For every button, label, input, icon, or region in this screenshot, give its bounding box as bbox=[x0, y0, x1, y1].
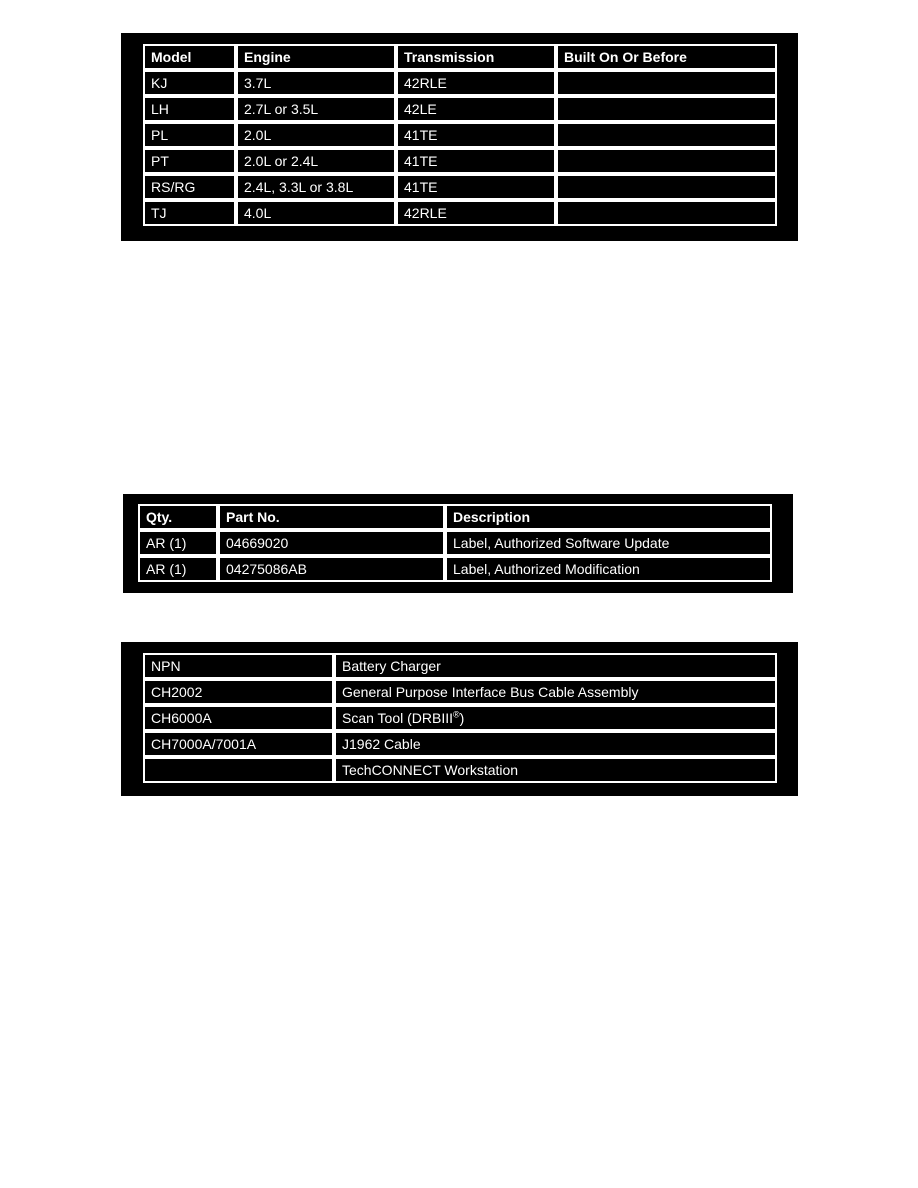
tool-number-cell: NPN bbox=[143, 653, 334, 679]
special-tools-table bbox=[143, 653, 777, 783]
column-header-qty: Qty. bbox=[138, 504, 218, 530]
vehicle-applicability-table bbox=[143, 44, 777, 226]
tool-name-cell bbox=[334, 679, 777, 705]
table-row bbox=[143, 679, 777, 705]
engine-cell: 2.7L or 3.5L bbox=[236, 96, 396, 122]
transmission-cell: 42LE bbox=[396, 96, 556, 122]
table-row bbox=[138, 530, 772, 556]
model-cell: RS/RG bbox=[143, 174, 236, 200]
table-row bbox=[143, 200, 777, 226]
model-cell: PL bbox=[143, 122, 236, 148]
tool-name-text: General Purpose Interface Bus Cable Assembly bbox=[342, 684, 639, 700]
table-header-row bbox=[138, 504, 772, 530]
model-cell: LH bbox=[143, 96, 236, 122]
column-header-model: Model bbox=[143, 44, 236, 70]
transmission-cell: 42RLE bbox=[396, 70, 556, 96]
part-number-cell: 04669020 bbox=[218, 530, 445, 556]
tool-name-text: TechCONNECT Workstation bbox=[342, 762, 519, 778]
table-row bbox=[143, 148, 777, 174]
special-tools-table-panel bbox=[121, 642, 798, 796]
tool-name-cell bbox=[334, 653, 777, 679]
engine-cell: 2.0L or 2.4L bbox=[236, 148, 396, 174]
description-cell: Label, Authorized Software Update bbox=[445, 530, 772, 556]
vehicle-applicability-table-panel bbox=[121, 33, 798, 241]
model-cell: PT bbox=[143, 148, 236, 174]
column-header-description: Description bbox=[445, 504, 772, 530]
built-date-cell bbox=[556, 148, 777, 174]
transmission-cell: 41TE bbox=[396, 174, 556, 200]
description-cell: Label, Authorized Modification bbox=[445, 556, 772, 582]
qty-cell: AR (1) bbox=[138, 530, 218, 556]
built-date-cell bbox=[556, 96, 777, 122]
model-cell: KJ bbox=[143, 70, 236, 96]
column-header-transmission: Transmission bbox=[396, 44, 556, 70]
table-row bbox=[143, 653, 777, 679]
column-header-part-no: Part No. bbox=[218, 504, 445, 530]
table-row bbox=[143, 174, 777, 200]
tool-number-cell: CH7000A/7001A bbox=[143, 731, 334, 757]
tool-name-cell bbox=[334, 731, 777, 757]
engine-cell: 2.0L bbox=[236, 122, 396, 148]
built-date-cell bbox=[556, 174, 777, 200]
engine-cell: 4.0L bbox=[236, 200, 396, 226]
built-date-cell bbox=[556, 200, 777, 226]
engine-cell: 3.7L bbox=[236, 70, 396, 96]
model-cell: TJ bbox=[143, 200, 236, 226]
table-row bbox=[143, 757, 777, 783]
table-row bbox=[143, 731, 777, 757]
column-header-engine: Engine bbox=[236, 44, 396, 70]
tool-number-cell: CH2002 bbox=[143, 679, 334, 705]
parts-required-table bbox=[138, 504, 772, 582]
part-number-cell: 04275086AB bbox=[218, 556, 445, 582]
tool-name-cell bbox=[334, 705, 777, 731]
qty-cell: AR (1) bbox=[138, 556, 218, 582]
table-row bbox=[138, 556, 772, 582]
built-date-cell bbox=[556, 122, 777, 148]
table-row bbox=[143, 705, 777, 731]
table-header-row bbox=[143, 44, 777, 70]
engine-cell: 2.4L, 3.3L or 3.8L bbox=[236, 174, 396, 200]
built-date-cell bbox=[556, 70, 777, 96]
transmission-cell: 41TE bbox=[396, 148, 556, 174]
tool-name-cell bbox=[334, 757, 777, 783]
table-row bbox=[143, 70, 777, 96]
tool-name-text: J1962 Cable bbox=[342, 736, 421, 752]
tool-number-cell bbox=[143, 757, 334, 783]
tool-name-text: Battery Charger bbox=[342, 658, 441, 674]
column-header-built-on-or-before: Built On Or Before bbox=[556, 44, 777, 70]
parts-required-table-panel bbox=[123, 494, 793, 593]
registered-trademark-mark: ® bbox=[453, 709, 460, 720]
transmission-cell: 42RLE bbox=[396, 200, 556, 226]
tool-number-cell: CH6000A bbox=[143, 705, 334, 731]
tool-name-text: Scan Tool (DRBIII bbox=[342, 710, 454, 726]
table-row bbox=[143, 122, 777, 148]
transmission-cell: 41TE bbox=[396, 122, 556, 148]
table-row bbox=[143, 96, 777, 122]
tool-name-suffix: ) bbox=[459, 710, 465, 726]
